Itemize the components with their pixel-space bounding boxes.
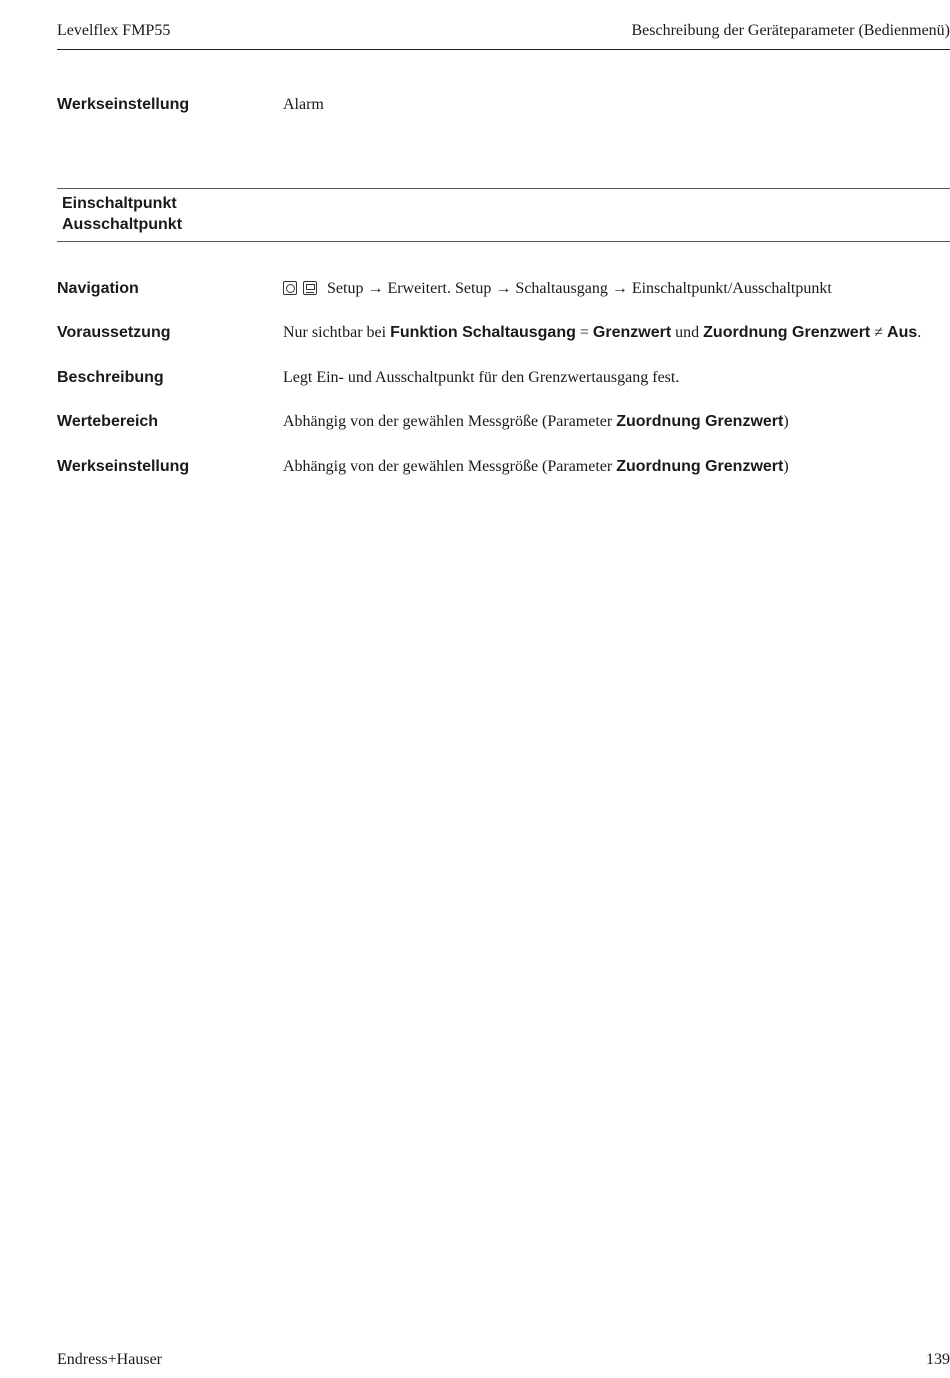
prev-werkseinstellung-value: Alarm (283, 96, 324, 113)
voraussetzung-label: Voraussetzung (57, 324, 171, 341)
wertebereich-text-1: Abhängig von der gewählen Messgröße (Parameter (283, 413, 617, 430)
voraussetzung-option-grenzwert: Grenzwert (592, 324, 672, 341)
navigation-value (283, 279, 832, 299)
display-operation-icon (283, 281, 297, 295)
page-footer (57, 1351, 950, 1371)
voraussetzung-text-2: = (575, 324, 593, 341)
beschreibung-value: Legt Ein- und Ausschaltpunkt für den Grenzwertausgang fest. (283, 369, 680, 386)
wertebereich-text-2: ) (783, 413, 789, 430)
voraussetzung-param-funktion: Funktion Schaltausgang (390, 324, 576, 341)
voraussetzung-text-5: . (917, 324, 922, 341)
werkseinstellung-param: Zuordnung Grenzwert (616, 458, 784, 475)
voraussetzung-value (283, 323, 921, 343)
wertebereich-param: Zuordnung Grenzwert (616, 413, 784, 430)
wertebereich-value (283, 412, 789, 432)
werkseinstellung-value (283, 457, 789, 477)
parameter-title-line1: Einschaltpunkt (62, 195, 177, 212)
voraussetzung-text-4: ≠ (870, 324, 888, 341)
parameter-title-line2: Ausschaltpunkt (62, 216, 183, 233)
header-product-name: Levelflex FMP55 (57, 22, 171, 39)
navigation-label: Navigation (57, 280, 139, 297)
footer-company: Endress+Hauser (57, 1351, 162, 1368)
prev-werkseinstellung-label: Werkseinstellung (57, 96, 190, 113)
navigation-path: Setup → Erweitert. Setup → Schaltausgang → Einschaltpunkt/Ausschaltpunkt (327, 280, 832, 297)
voraussetzung-option-aus: Aus (887, 324, 918, 341)
voraussetzung-param-zuordnung: Zuordnung Grenzwert (703, 324, 871, 341)
parameter-title (62, 193, 182, 235)
beschreibung-label: Beschreibung (57, 369, 164, 386)
voraussetzung-text-1: Nur sichtbar bei (283, 324, 391, 341)
page-header (57, 22, 950, 50)
footer-page-number: 139 (926, 1351, 950, 1368)
display-screen-icon (303, 281, 317, 295)
voraussetzung-text-3: und (671, 324, 704, 341)
header-chapter-title: Beschreibung der Geräteparameter (Bedienmenü) (631, 22, 950, 39)
parameter-heading-box (57, 188, 950, 242)
werkseinstellung-text-2: ) (783, 458, 789, 475)
wertebereich-label: Wertebereich (57, 413, 159, 430)
werkseinstellung-label: Werkseinstellung (57, 458, 190, 475)
werkseinstellung-text-1: Abhängig von der gewählen Messgröße (Parameter (283, 458, 617, 475)
